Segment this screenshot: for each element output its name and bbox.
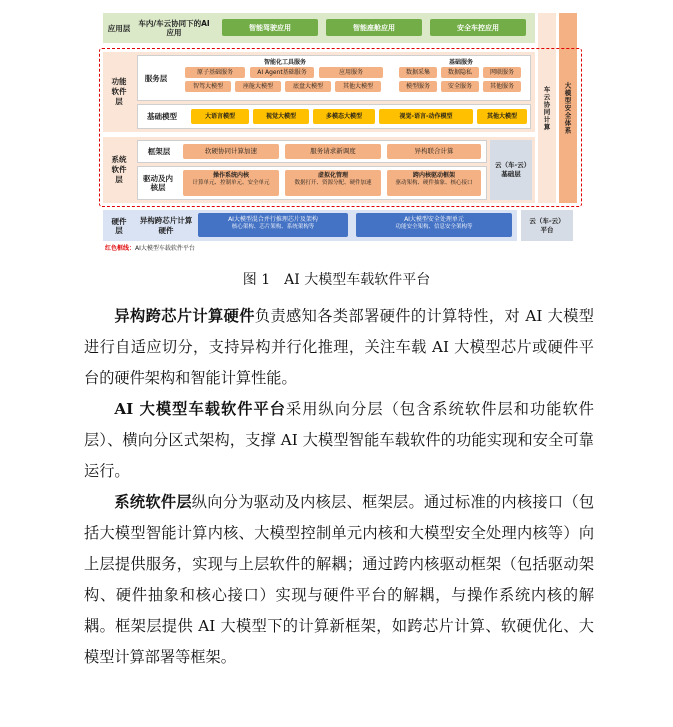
body-paragraphs [84, 301, 594, 673]
legend-text: AI大模型车载软件平台 [135, 245, 195, 252]
cloud-base-layer: 云（车-云）基础层 [490, 140, 532, 200]
system-layer-label: 系统软件层 [111, 155, 127, 184]
hw-security-title: AI大模型安全处理单元 [404, 216, 464, 223]
model-language: 大语言模型 [191, 109, 249, 124]
figure-legend [105, 244, 305, 254]
app-smart-driving: 智能驾驶应用 [222, 19, 318, 36]
vehicle-cloud-collab-text: 车云协同计算 [542, 85, 551, 131]
model-vla: 视觉-语言-动作模型 [379, 109, 473, 124]
smart-tool-other-model: 其他大模型 [335, 81, 381, 92]
smart-tool-chassis-model: 底盘大模型 [285, 81, 331, 92]
framework-hetero: 异构联合计算 [387, 144, 481, 159]
architecture-figure [0, 0, 673, 265]
paragraph-1 [84, 301, 594, 394]
basic-services-title: 基础服务 [448, 59, 473, 66]
hw-security-detail: 功能安全架构、信息安全架构等 [395, 224, 473, 231]
basic-model: 模型服务 [399, 81, 437, 92]
smart-tool-cockpit-model: 座舱大模型 [235, 81, 281, 92]
hardware-layer-label: 硬件层 [111, 216, 127, 235]
model-other: 其他大模型 [477, 109, 527, 124]
model-multimodal: 多模态大模型 [313, 109, 375, 124]
figure-caption: 图 1 AI 大模型车载软件平台 [242, 272, 431, 288]
paragraph-1-text: 负责感知各类部署硬件的计算特性，对 AI 大模型进行自适应切分，支持异构并行化推理，关注车载 AI 大模型芯片或硬件平台的硬件架构和智能计算性能。 [84, 307, 594, 387]
basic-data-collect: 数据采集 [399, 67, 437, 78]
smart-tools-title: 智能化工具服务 [263, 59, 306, 66]
paragraph-3 [84, 487, 594, 673]
app-layer-label: 应用层 [107, 23, 131, 33]
function-layer-label: 功能软件层 [111, 77, 127, 106]
kernel-os-detail: 计算单元、控制单元、安全单元 [192, 179, 270, 186]
hw-hybrid-detail: 核心架构、芯片架构、系统架构等 [231, 224, 315, 231]
framework-layer-label: 框架层 [147, 147, 171, 156]
framework-accel: 软硬协同计算加速 [183, 144, 279, 159]
paragraph-3-lead: 系统软件层 [114, 493, 192, 511]
hw-security-unit [356, 213, 512, 237]
paragraph-3-text: 纵向分为驱动及内核层、框架层。通过标准的内核接口（包括大模型智能计算内核、大模型控制单元内核和大模型安全处理内核等）向上层提供服务，实现与上层软件的解耦；通过跨内核驱动框架（包括驱动架构、硬件抽象和核心接口）实现与硬件平台的解耦，与操作系统内核的解耦。框架层提供 AI 大模型下的计算新框架，如跨芯片计算、软硬优化、大模型计算部署等框架。 [84, 493, 595, 666]
kernel-virt-title: 虚拟化管理 [317, 172, 348, 179]
kernel-os-title: 操作系统内核 [212, 172, 249, 179]
app-layer-sublabel: 车内/车云协同下的AI应用 [138, 18, 210, 37]
service-layer-label: 服务层 [144, 73, 168, 83]
paragraph-2 [84, 394, 594, 487]
hw-hybrid-title: AI大模型混合并行推理芯片及架构 [228, 216, 318, 223]
foundation-layer-label: 基础模型 [147, 112, 177, 121]
kernel-driver-detail: 驱动架构、硬件抽象、核心接口 [395, 179, 473, 186]
smart-tool-agent: AI Agent基础服务 [250, 67, 314, 78]
basic-security: 安全服务 [441, 81, 479, 92]
paragraph-1-lead: 异构跨芯片计算硬件 [114, 307, 255, 325]
smart-tool-atomic: 原子基础服务 [185, 67, 245, 78]
basic-other: 其他服务 [483, 81, 521, 92]
app-smart-cockpit: 智能座舱应用 [326, 19, 422, 36]
kernel-layer-label: 驱动及内核层 [143, 173, 173, 192]
smart-tool-app: 应用服务 [319, 67, 383, 78]
hw-hybrid-chip [198, 213, 348, 237]
legend-red-label: 红色框线： [105, 245, 136, 252]
framework-schedule: 服务请求新调度 [285, 144, 381, 159]
paragraph-2-lead: AI 大模型车载软件平台 [114, 400, 287, 418]
basic-network: 网联服务 [483, 67, 521, 78]
cloud-platform: 云（车-云）平台 [521, 210, 573, 241]
hardware-layer-sublabel: 异构跨芯片计算硬件 [139, 216, 193, 235]
ai-platform-outline [99, 48, 582, 207]
paragraph-2-text: 采用纵向分层（包含系统软件层和功能软件层）、横向分区式架构，支撑 AI 大模型智能车载软件的功能实现和安全可靠运行。 [84, 400, 594, 480]
model-vision: 视觉大模型 [253, 109, 309, 124]
kernel-virt-detail: 数据打开、资源分配、硬件加速 [294, 179, 372, 186]
kernel-driver-title: 跨内核驱动框架 [412, 172, 455, 179]
security-system-text: 大模型安全体系 [563, 81, 572, 135]
app-safety-control: 安全车控应用 [430, 19, 526, 36]
basic-data-privacy: 数据隐私 [441, 67, 479, 78]
smart-tool-driving-model: 智驾大模型 [185, 81, 231, 92]
